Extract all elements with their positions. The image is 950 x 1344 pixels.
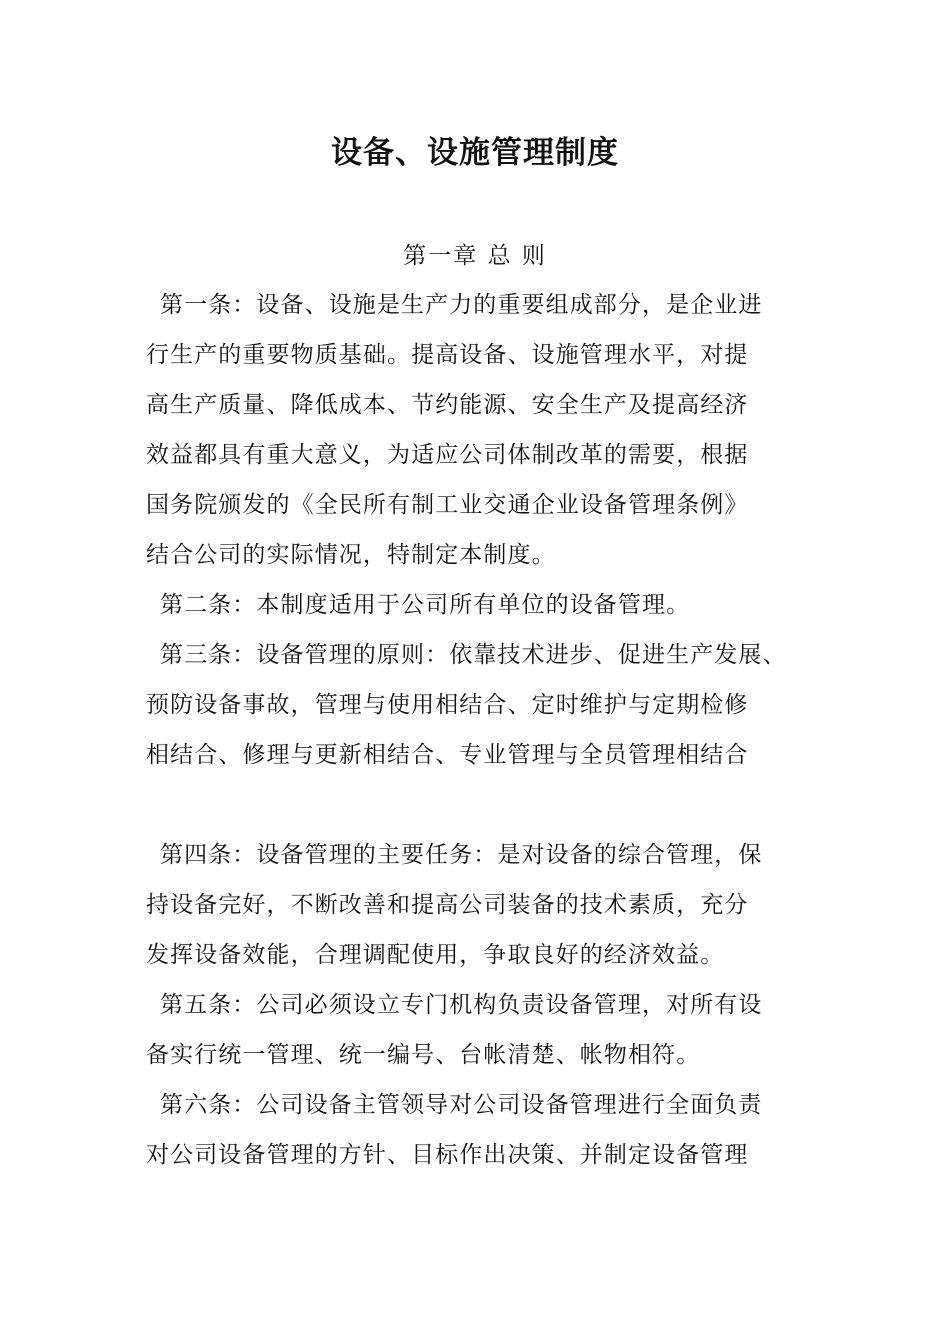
body-line: 结合公司的实际情况，特制定本制度。 bbox=[146, 542, 556, 568]
body-line: 第六条：公司设备主管领导对公司设备管理进行全面负责 bbox=[160, 1092, 763, 1118]
chapter-heading: 第一章 总 则 bbox=[403, 243, 547, 269]
body-line: 高生产质量、降低成本、节约能源、安全生产及提高经济 bbox=[146, 392, 749, 418]
body-line: 国务院颁发的《全民所有制工业交通企业设备管理条例》 bbox=[146, 492, 749, 518]
body-line: 第三条：设备管理的原则：依靠技术进步、促进生产发展、 bbox=[160, 642, 787, 668]
body-line: 持设备完好，不断改善和提高公司装备的技术素质，充分 bbox=[146, 892, 749, 918]
body-line: 对公司设备管理的方针、目标作出决策、并制定设备管理 bbox=[146, 1142, 749, 1168]
body-line: 相结合、修理与更新相结合、专业管理与全员管理相结合 bbox=[146, 742, 749, 768]
document-title: 设备、设施管理制度 bbox=[331, 135, 619, 171]
body-line: 第二条：本制度适用于公司所有单位的设备管理。 bbox=[160, 592, 691, 618]
body-line: 第五条：公司必须设立专门机构负责设备管理，对所有设 bbox=[160, 992, 763, 1018]
body-line bbox=[146, 780, 814, 830]
document-body bbox=[146, 280, 814, 1180]
body-line: 第一条：设备、设施是生产力的重要组成部分，是企业进 bbox=[160, 292, 763, 318]
body-line: 行生产的重要物质基础。提高设备、设施管理水平，对提 bbox=[146, 342, 749, 368]
body-line: 备实行统一管理、统一编号、台帐清楚、帐物相符。 bbox=[146, 1042, 701, 1068]
body-line: 效益都具有重大意义，为适应公司体制改革的需要，根据 bbox=[146, 442, 749, 468]
body-line: 预防设备事故，管理与使用相结合、定时维护与定期检修 bbox=[146, 692, 749, 718]
body-line: 发挥设备效能，合理调配使用，争取良好的经济效益。 bbox=[146, 942, 725, 968]
body-line: 第四条：设备管理的主要任务：是对设备的综合管理，保 bbox=[160, 842, 763, 868]
